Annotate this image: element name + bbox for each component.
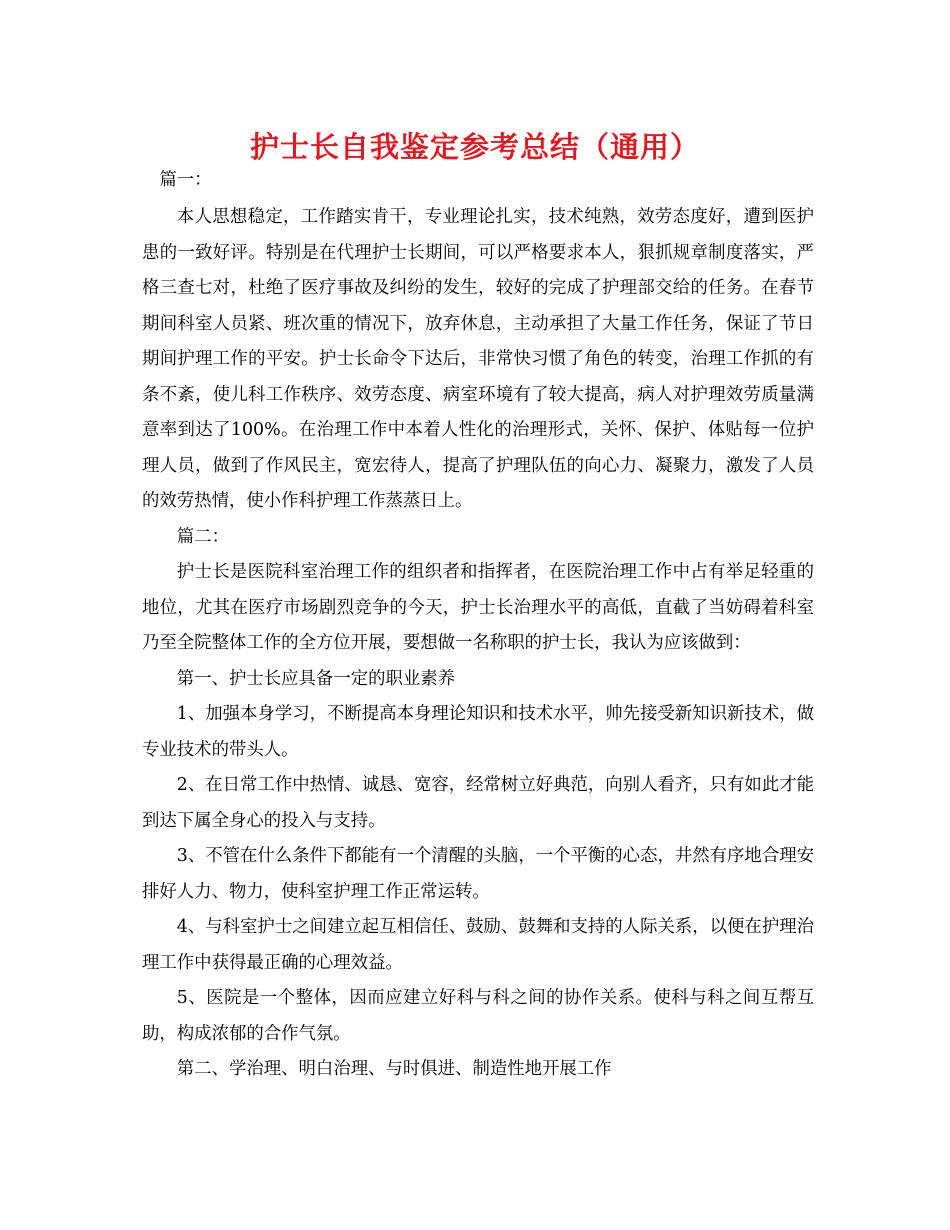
heading-second-point: 第二、学治理、明白治理、与时俱进、制造性地开展工作 <box>176 1059 612 1079</box>
list-item-1: 1、加强本身学习，不断提高本身理论知识和技术水平，帅先接受新知识新技术，做专业技术的带头人。 <box>142 704 814 760</box>
section-label-part-one: 篇一： <box>159 170 212 190</box>
document-body <box>142 160 814 1088</box>
list-item-2: 2、在日常工作中热情、诚恳、宽容，经常树立好典范，向别人看齐，只有如此才能到达下属全身心的投入与支持。 <box>142 775 814 831</box>
paragraph-part-two-intro: 护士长是医院科室治理工作的组织者和指挥者，在医院治理工作中占有举足轻重的地位，尤其在医疗市场剧烈竞争的今天，护士长治理水平的高低，直截了当妨碍着科室乃至全院整体工作的全方位开展，要想做一名称职的护士长，我认为应该做到： <box>142 562 814 653</box>
list-item-4: 4、与科室护士之间建立起互相信任、鼓励、鼓舞和支持的人际关系，以便在护理治理工作中获得最正确的心理效益。 <box>142 917 814 973</box>
list-item-3: 3、不管在什么条件下都能有一个清醒的头脑，一个平衡的心态，井然有序地合理安排好人力、物力，使科室护理工作正常运转。 <box>142 846 814 902</box>
list-item-5: 5、医院是一个整体，因而应建立好科与科之间的协作关系。使科与科之间互帮互助，构成浓郁的合作气氛。 <box>142 988 814 1044</box>
heading-first-point: 第一、护士长应具备一定的职业素养 <box>176 668 456 689</box>
section-label-part-two: 篇二： <box>176 526 229 547</box>
document-title: 护士长自我鉴定参考总结（通用） <box>249 130 700 164</box>
paragraph-part-one-body: 本人思想稳定，工作踏实肯干，专业理论扎实，技术纯熟，效劳态度好，遭到医护患的一致好评。特别是在代理护士长期间，可以严格要求本人，狠抓规章制度落实，严格三查七对，杜绝了医疗事故及纠纷的发生，较好的完成了护理部交给的任务。在春节期间科室人员紧、班次重的情况下，放弃休息，主动承担了大量工作任务，保证了节日期间护理工作的平安。护士长命令下达后，非常快习惯了角色的转变，治理工作抓的有条不紊，使儿科工作秩序、效劳态度、病室环境有了较大提高，病人对护理效劳质量满意率到达了100%。在治理工作中本着人性化的治理形式，关怀、保护、体贴每一位护理人员，做到了作风民主，宽宏待人，提高了护理队伍的向心力、凝聚力，激发了人员的效劳热情，使小作科护理工作蒸蒸日上。 <box>142 207 814 511</box>
